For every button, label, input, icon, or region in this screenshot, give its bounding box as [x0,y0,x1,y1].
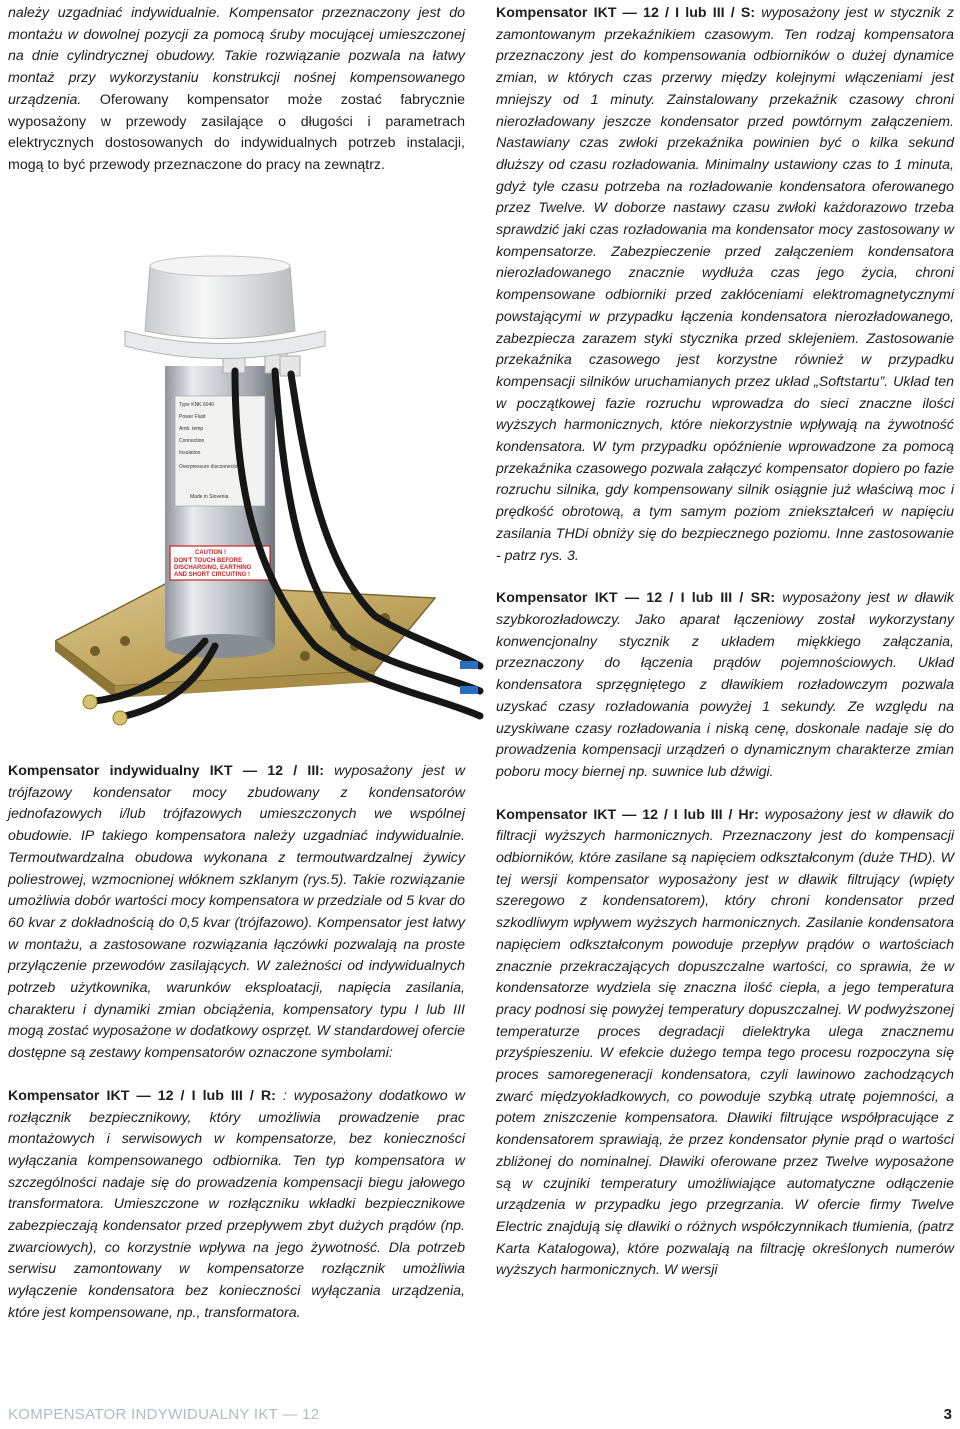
ikt-s-text: wyposażony jest w stycznik z zamontowanym przekaźnikiem czasowym. Ten rodzaj kompensatora przeznaczony jest do kompensowania odbiorników o dużej dynamice zmian, w których czas przerwy między kolejnymi włączeniami jest mniejszy od 1 minuty. Zainstalowany przekaźnik czasowy chroni nierozładowany jeszcze kondensator przed powtórnym załączeniem. Nastawiany czas zwłoki przekaźnika powinien być o kilka sekund dłuższy od czasu rozładowania. Minimalny ustawiony czas to 1 minuta, gdyż tyle czasu potrzeba na rozładowanie kondensatora oferowanego przez Twelve. W doborze nastawy czasu zwłoki każdorazowo trzeba sprawdzić jaki czas rozładowania ma kondensator mocy zastosowany w kompensatorze. Zabezpieczenie przed załączeniem kondensatora nierozładowanego znacznie wydłuża czas jego życia, chroni kompensowane odbiorniki przed zakłóceniami elektromagnetycznymi powstającymi w przypadku łączenia kondensatora nierozładowanego, zabezpiecza zarazem styki stycznika przed sklejeniem. Zastosowanie przekaźnika czasowego jest korzystne również w przypadku kompensacji silników uruchamianych przez układ „Softstartu”. Układ ten w początkowej fazie rozruchu wprowadza do sieci znaczne ilości wyższych harmonicznych, które niekorzystnie wpływają na żywotność kondensatora. W tym przypadku opóźnienie wprowadzone za pomocą przekaźnika czasowego pozwala załączyć kompensator dopiero po fazie rozruchu silnika, gdy kompensowany silnik osiągnie już właściwą moc i prędkość obrotową, a tym samym poziom zniekształceń w napięciu zasilania THDi obniży się do bezpiecznego poziomu. Inne zastosowanie - patrz rys. 3. [496,5,954,564]
caution-line: DON'T TOUCH BEFORE [174,558,242,564]
label-line: Made in Slovenia [190,494,229,500]
caution-line: DISCHARGING, EARTHING [174,565,252,571]
label-line: Connection [179,438,205,444]
ikt-r-text: : wyposażony dodatkowo w rozłącznik bezpiecznikowy, który umożliwia prowadzenie prac montażowych i serwisowych w kompensatorze, bez konieczności wyłączania kompensowanego odbiornika. Ten typ kompensatora w szczególności nadaje się do prowadzenia kompensacji biegu jałowego transformatora. Umieszczone w rozłączniku wkładki bezpiecznikowe zabezpieczają kondensator przed przepływem zbyt dużych prądów (np. zwarciowych), co korzystnie wpływa na jego żywotność. Dla potrzeb serwisu zamontowany w kompensatorze rozłącznik umożliwia wyłączenie kondensatora bez konieczności wyłączania urządzenia, które jest kompensowane, np., transformatora. [8,1087,466,1321]
label-line: Power Fluid [179,414,206,420]
footer-title: KOMPENSATOR INDYWIDUALNY IKT — 12 [8,1406,320,1423]
caution-line: AND SHORT CIRCUITING ! [174,572,250,578]
ikt-sr-text: wyposażony jest w dławik szybkorozładowczy. Jako aparat łączeniowy został wykorzystany konwencjonalny stycznik z układem miękkiego załączania, przeznaczony do łączenia prądów pojemnościowych. Układ kondensatora sprzęgniętego z dławikiem rozładowczym pozwala uzyskać czasy rozładowania powyżej 1 sekundy. Ze względu na uzyskiwane czasy rozładowania i niską cenę, doskonale nadaje się do prowadzenia kompensacji urządzeń o dynamicznym charakterze zmian poboru mocy biernej np. suwnice lub dźwigi. [496,590,954,780]
ikt-s-heading: Kompensator IKT — 12 / I lub III / S: [496,5,756,21]
left-bottom-column [8,761,465,1325]
ikt-sr-section [496,588,954,783]
ikt-r-heading: Kompensator IKT — 12 / I lub III / R: [8,1087,276,1104]
ikt-iii-text: wyposażony jest w trójfazowy kondensator mocy zbudowany z kondensatorów jednofazowych i/lub trójfazowych umieszczonych we wspólnej obudowie. IP takiego kompensatora należy uzgadniać indywidualnie. Termoutwardzalna obudowa wykonana z termoutwardzalnej żywicy poliestrowej, wzmocnionej włóknem szklanym (rys.5). Takie rozwiązanie umożliwia dobór wartości mocy kompensatora w przedziale od 5 kvar do 60 kvar z dokładnością do 0,5 kvar (trójfazowo). Kompensator jest łatwy w montażu, a zastosowane rozwiązania łączówki pozwalają na proste przyłączenie przewodów zasilających. W zależności od indywidualnych potrzeb użytkownika, warunków eksploatacji, napięcia zasilania, charakteru i dynamiki zmian obciążenia, kompensatory typu I lub III mogą zostać wyposażone w dodatkowy osprzęt. W standardowej ofercie dostępne są zestawy kompensatorów oznaczone symbolami: [8,763,465,1062]
left-top-column [8,3,465,177]
capacitor-photo [55,246,485,746]
intro-paragraph [8,3,465,177]
ikt-iii-heading: Kompensator indywidualny IKT — 12 / III: [8,763,324,779]
right-column [496,3,954,1282]
ikt-sr-heading: Kompensator IKT — 12 / I lub III / SR: [496,590,776,607]
label-line: Insulation [179,450,201,456]
page-number: 3 [943,1406,952,1423]
ikt-r-section [8,1086,465,1325]
caution-line: CAUTION ! [195,550,226,556]
label-line: Amb. temp [179,426,204,432]
label-line: Type KNK 6040 [179,402,215,408]
ikt-hr-text: wyposażony jest w dławik do filtracji wyższych harmonicznych. Przeznaczony jest do kompensacji odbiorników, które zasilane są napięciem odkształconym (duże THD). W tej wersji kompensator wyposażony jest w dławik filtrujący (wpięty szeregowo z kondensatorem), który chroni kondensator przed szkodliwym wpływem wyższych harmonicznych. Zasilanie kondensatora napięciem odkształconym powoduje przepływ prądów o wartościach znacznie przekraczających dopuszczalne wartości, co sprawia, że w kondensatorze wydziela się znaczna ilość ciepła, a jego temperatura pracy podnosi się powyżej temperatury dopuszczalnej. W podwyższonej temperaturze proces degradacji dielektryka ulega znacznemu przyśpieszeniu. W efekcie dużego tempa tego procesu rozpoczyna się proces samoregeneracji kondensatora, czyli lawinowo zachodzących zwarć międzyokładkowych, co powoduje szybką utratę pojemności, a potem zniszczenie kompensatora. Dławiki filtrujące współpracujące z kondensatorem sprawiają, że przez kondensator płynie prąd o wartości zbliżonej do nominalnej. Dławiki oferowane przez Twelve wyposażone są w czujniki temperatury umożliwiające automatyczne odłączenie urządzenia w przypadku jego przegrzania. W ofercie firmy Twelve Electric znajdują się dławiki o różnych współczynnikach tłumienia, (patrz Karta Katalogowa), które pozwalają na filtrację określonych numerów wyższych harmonicznych. W wersji [496,806,954,1279]
intro-plain-text: Oferowany kompensator może zostać fabrycznie wyposażony w przewody zasilające o długości i parametrach elektrycznych dostosowanych do indywidualnych potrzeb instalacji, mogą to być przewody przeznaczone do pracy na zewnątrz. [8,91,465,173]
ikt-hr-heading: Kompensator IKT — 12 / I lub III / Hr: [496,806,759,823]
label-line: Overpressure disconnector [179,464,240,470]
ikt-s-section [496,3,954,567]
intro-italic-text: należy uzgadniać indywidualnie. Kompensator przeznaczony jest do montażu w dowolnej pozycji za pomocą śruby mocującej umieszczonej na dnie cylindrycznej obudowy. Takie rozwiązanie pozwala na łatwy montaż przy wykorzystaniu konstrukcji nośnej kompensowanego urządzenia. [8,5,465,108]
ikt-iii-section [8,761,465,1065]
ikt-hr-section [496,805,954,1282]
